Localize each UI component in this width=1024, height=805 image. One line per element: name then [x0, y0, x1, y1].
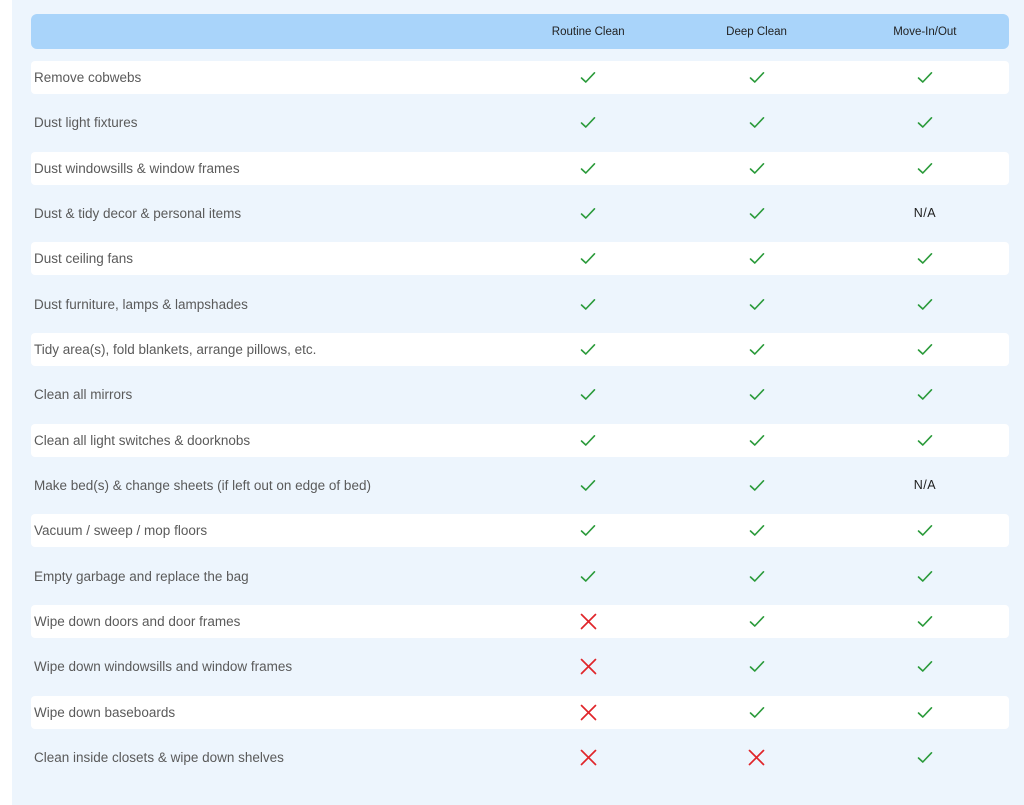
cell-move-in-out	[841, 650, 1009, 683]
check-icon	[917, 434, 933, 447]
cell-routine-clean	[504, 378, 672, 411]
check-icon	[749, 116, 765, 129]
cell-move-in-out	[841, 696, 1009, 729]
cell-deep-clean	[672, 106, 840, 139]
task-label: Dust & tidy decor & personal items	[34, 205, 242, 221]
check-icon	[580, 343, 596, 356]
table-row	[31, 424, 1009, 457]
check-icon	[580, 524, 596, 537]
not-applicable-text: N/A	[913, 206, 937, 221]
cell-move-in-out	[841, 106, 1009, 139]
task-label: Dust windowsills & window frames	[34, 160, 240, 176]
table-row	[31, 605, 1009, 638]
table-row	[31, 514, 1009, 547]
task-label: Wipe down windowsills and window frames	[34, 659, 293, 675]
task-label: Empty garbage and replace the bag	[34, 568, 249, 584]
table-row	[31, 560, 1009, 593]
cell-deep-clean	[672, 242, 840, 275]
check-icon	[580, 570, 596, 583]
cell-routine-clean	[504, 469, 672, 502]
cell-move-in-out	[841, 288, 1009, 321]
cell-move-in-out	[841, 152, 1009, 185]
cell-move-in-out	[841, 242, 1009, 275]
task-label: Wipe down doors and door frames	[34, 613, 241, 629]
cell-deep-clean	[672, 650, 840, 683]
cell-deep-clean	[672, 288, 840, 321]
check-icon	[917, 116, 933, 129]
header-routine-clean	[504, 14, 672, 49]
cell-routine-clean	[504, 106, 672, 139]
check-icon	[580, 479, 596, 492]
cell-routine-clean	[504, 288, 672, 321]
column-label-move-in-out: Move-In/Out	[893, 25, 957, 38]
cross-icon	[580, 658, 597, 675]
check-icon	[917, 615, 933, 628]
cell-move-in-out	[841, 741, 1009, 774]
cell-deep-clean	[672, 514, 840, 547]
cell-routine-clean	[504, 650, 672, 683]
check-icon	[749, 298, 765, 311]
table-row	[31, 242, 1009, 275]
cell-deep-clean	[672, 605, 840, 638]
check-icon	[917, 751, 933, 764]
cell-move-in-out	[841, 469, 1009, 502]
check-icon	[580, 298, 596, 311]
cross-icon	[748, 749, 765, 766]
cell-routine-clean	[504, 605, 672, 638]
check-icon	[917, 343, 933, 356]
cross-icon	[580, 749, 597, 766]
check-icon	[917, 71, 933, 84]
check-icon	[580, 71, 596, 84]
check-icon	[917, 388, 933, 401]
cell-deep-clean	[672, 424, 840, 457]
cross-icon	[580, 613, 597, 630]
cell-routine-clean	[504, 152, 672, 185]
table-row	[31, 152, 1009, 185]
cell-move-in-out	[841, 424, 1009, 457]
cell-deep-clean	[672, 378, 840, 411]
table-row	[31, 333, 1009, 366]
check-icon	[749, 660, 765, 673]
task-label: Make bed(s) & change sheets (if left out on edge of bed)	[34, 477, 371, 493]
cell-deep-clean	[672, 560, 840, 593]
cell-deep-clean	[672, 61, 840, 94]
table-row	[31, 650, 1009, 683]
cell-deep-clean	[672, 469, 840, 502]
check-icon	[749, 434, 765, 447]
check-icon	[749, 570, 765, 583]
header-move-in-out	[841, 14, 1009, 49]
cell-move-in-out	[841, 197, 1009, 230]
cell-move-in-out	[841, 514, 1009, 547]
check-icon	[917, 252, 933, 265]
check-icon	[749, 615, 765, 628]
task-label: Vacuum / sweep / mop floors	[34, 523, 208, 539]
column-label-deep-clean: Deep Clean	[726, 25, 787, 38]
task-label: Dust furniture, lamps & lampshades	[34, 296, 248, 312]
column-label-routine-clean: Routine Clean	[551, 25, 625, 38]
cell-routine-clean	[504, 424, 672, 457]
cell-routine-clean	[504, 514, 672, 547]
cell-deep-clean	[672, 152, 840, 185]
not-applicable-text: N/A	[913, 478, 937, 493]
table-row	[31, 197, 1009, 230]
check-icon	[749, 207, 765, 220]
table-row	[31, 288, 1009, 321]
header-task-cell	[31, 14, 504, 49]
table-row	[31, 469, 1009, 502]
check-icon	[580, 162, 596, 175]
cell-routine-clean	[504, 242, 672, 275]
task-label: Tidy area(s), fold blankets, arrange pillows, etc.	[34, 341, 317, 357]
check-icon	[917, 706, 933, 719]
table-row	[31, 106, 1009, 139]
check-icon	[749, 252, 765, 265]
task-label: Dust ceiling fans	[34, 251, 134, 267]
check-icon	[917, 162, 933, 175]
cell-deep-clean	[672, 197, 840, 230]
cell-deep-clean	[672, 333, 840, 366]
table-header	[31, 14, 1009, 49]
cell-deep-clean	[672, 741, 840, 774]
check-icon	[917, 524, 933, 537]
cell-move-in-out	[841, 605, 1009, 638]
table-body	[31, 61, 1009, 774]
check-icon	[749, 524, 765, 537]
cell-routine-clean	[504, 560, 672, 593]
cell-routine-clean	[504, 333, 672, 366]
task-label: Dust light fixtures	[34, 115, 138, 131]
check-icon	[749, 479, 765, 492]
check-icon	[580, 252, 596, 265]
task-label: Wipe down baseboards	[34, 704, 176, 720]
cross-icon	[580, 704, 597, 721]
task-label: Clean inside closets & wipe down shelves	[34, 749, 284, 765]
cell-routine-clean	[504, 197, 672, 230]
check-icon	[917, 298, 933, 311]
table-row	[31, 378, 1009, 411]
task-label: Clean all light switches & doorknobs	[34, 432, 251, 448]
cell-move-in-out	[841, 378, 1009, 411]
task-label: Remove cobwebs	[34, 70, 142, 85]
table-row	[31, 61, 1009, 94]
check-icon	[749, 388, 765, 401]
check-icon	[917, 660, 933, 673]
check-icon	[749, 343, 765, 356]
check-icon	[580, 388, 596, 401]
cell-deep-clean	[672, 696, 840, 729]
cell-routine-clean	[504, 741, 672, 774]
cell-routine-clean	[504, 696, 672, 729]
cell-routine-clean	[504, 61, 672, 94]
check-icon	[580, 207, 596, 220]
check-icon	[580, 434, 596, 447]
table-row	[31, 741, 1009, 774]
check-icon	[917, 570, 933, 583]
check-icon	[749, 71, 765, 84]
table-row	[31, 696, 1009, 729]
task-label: Clean all mirrors	[34, 387, 133, 403]
check-icon	[749, 706, 765, 719]
header-deep-clean	[672, 14, 840, 49]
cell-move-in-out	[841, 560, 1009, 593]
service-comparison-table	[31, 14, 1009, 774]
check-icon	[580, 116, 596, 129]
check-icon	[749, 162, 765, 175]
cell-move-in-out	[841, 61, 1009, 94]
cell-move-in-out	[841, 333, 1009, 366]
